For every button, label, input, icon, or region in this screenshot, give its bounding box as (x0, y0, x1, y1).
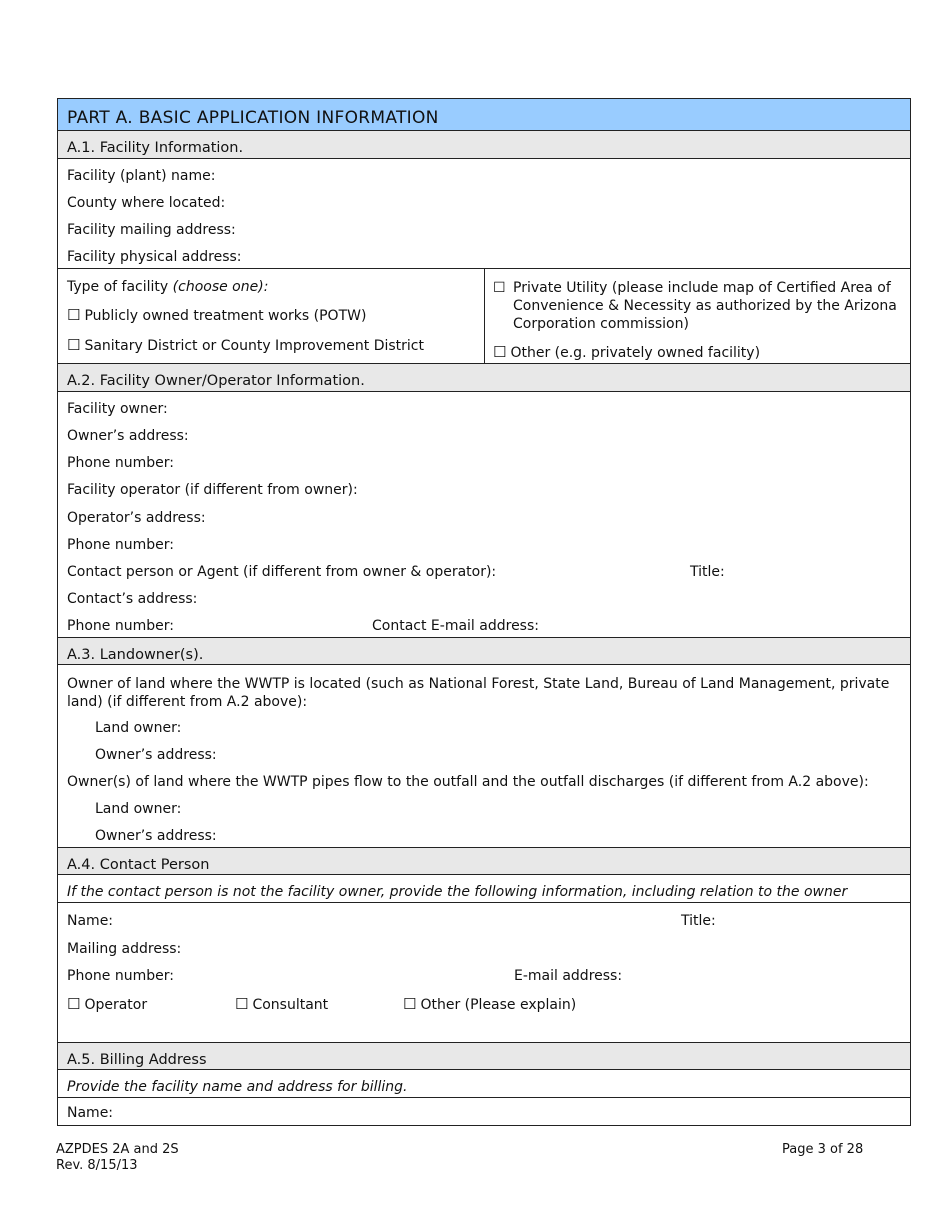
revision-date: Rev. 8/15/13 (56, 1158, 138, 1173)
contact-person-field[interactable]: Contact person or Agent (if different from owner & operator): (67, 564, 497, 580)
section-a2-fields (58, 392, 910, 637)
operators-address-field[interactable]: Operator’s address: (67, 510, 206, 526)
contact-phone-field[interactable]: Phone number: (67, 968, 174, 984)
facility-operator-field[interactable]: Facility operator (if different from owner): (67, 482, 358, 498)
part-title: PART A. BASIC APPLICATION INFORMATION (58, 99, 910, 131)
contact-title-field[interactable]: Title: (681, 913, 716, 929)
checkbox-icon[interactable]: ☐ (67, 995, 81, 1013)
operator-phone-field[interactable]: Phone number: (67, 537, 174, 553)
county-field[interactable]: County where located: (67, 195, 226, 211)
outfall-owners-address-field[interactable]: Owner’s address: (95, 828, 217, 844)
section-a4-note: If the contact person is not the facility owner, provide the following information, including relation to the owner (58, 875, 910, 903)
column-divider (484, 269, 485, 363)
section-a5-note: Provide the facility name and address for billing. (58, 1070, 910, 1098)
facility-type-label: Type of facility (choose one): (67, 279, 269, 295)
checkbox-icon[interactable]: ☐ (67, 336, 81, 354)
checkbox-icon[interactable]: ☐ (235, 995, 249, 1013)
section-a4-fields (58, 903, 910, 1042)
physical-address-field[interactable]: Facility physical address: (67, 249, 242, 265)
page-number: Page 3 of 28 (782, 1142, 864, 1157)
option-other-explain[interactable]: ☐ Other (Please explain) (403, 995, 577, 1013)
section-a3-heading: A.3. Landowner(s). (58, 637, 910, 665)
section-a1-fields (58, 159, 910, 268)
section-a2-heading: A.2. Facility Owner/Operator Information. (58, 364, 910, 392)
section-a4-heading: A.4. Contact Person (58, 847, 910, 875)
contact-mailing-field[interactable]: Mailing address: (67, 941, 182, 957)
contacts-address-field[interactable]: Contact’s address: (67, 591, 198, 607)
contact-title-field[interactable]: Title: (690, 564, 725, 580)
contact-name-field[interactable]: Name: (67, 913, 114, 929)
checkbox-icon[interactable]: ☐ (403, 995, 417, 1013)
option-consultant[interactable]: ☐ Consultant (235, 995, 329, 1013)
facility-name-field[interactable]: Facility (plant) name: (67, 168, 216, 184)
option-other[interactable]: ☐ Other (e.g. privately owned facility) (493, 343, 761, 361)
checkbox-icon[interactable]: ☐ (493, 343, 507, 361)
contact-email-field[interactable]: Contact E-mail address: (372, 618, 539, 634)
option-private-utility[interactable]: Private Utility (please include map of Certified Area of Convenience & Necessity as authorized by the Arizona Corporation commission) (513, 280, 897, 332)
checkbox-icon[interactable]: ☐ (493, 280, 506, 296)
land-owners-address-field[interactable]: Owner’s address: (95, 747, 217, 763)
section-a1-heading: A.1. Facility Information. (58, 131, 910, 159)
option-operator[interactable]: ☐ Operator (67, 995, 148, 1013)
section-a5-heading: A.5. Billing Address (58, 1042, 910, 1070)
application-form (57, 98, 911, 1126)
owner-phone-field[interactable]: Phone number: (67, 455, 174, 471)
owners-address-field[interactable]: Owner’s address: (67, 428, 189, 444)
contact-email-field[interactable]: E-mail address: (514, 968, 623, 984)
facility-owner-field[interactable]: Facility owner: (67, 401, 168, 417)
facility-type-block (58, 268, 910, 364)
mailing-address-field[interactable]: Facility mailing address: (67, 222, 236, 238)
landowner-intro: Owner of land where the WWTP is located (such as National Forest, State Land, Bureau of Land Management, private land) (if different from A.2 above): (67, 676, 890, 710)
option-potw[interactable]: ☐ Publicly owned treatment works (POTW) (67, 306, 367, 324)
option-sanitary-district[interactable]: ☐ Sanitary District or County Improvement District (67, 336, 424, 354)
section-a3-fields (58, 665, 910, 847)
form-id: AZPDES 2A and 2S (56, 1142, 179, 1157)
checkbox-icon[interactable]: ☐ (67, 306, 81, 324)
billing-name-field[interactable]: Name: (67, 1105, 114, 1121)
outfall-owner-intro: Owner(s) of land where the WWTP pipes flow to the outfall and the outfall discharges (if different from A.2 above): (67, 774, 869, 790)
land-owner-field[interactable]: Land owner: (95, 720, 182, 736)
contact-phone-field[interactable]: Phone number: (67, 618, 174, 634)
section-a5-fields (58, 1098, 910, 1125)
outfall-land-owner-field[interactable]: Land owner: (95, 801, 182, 817)
